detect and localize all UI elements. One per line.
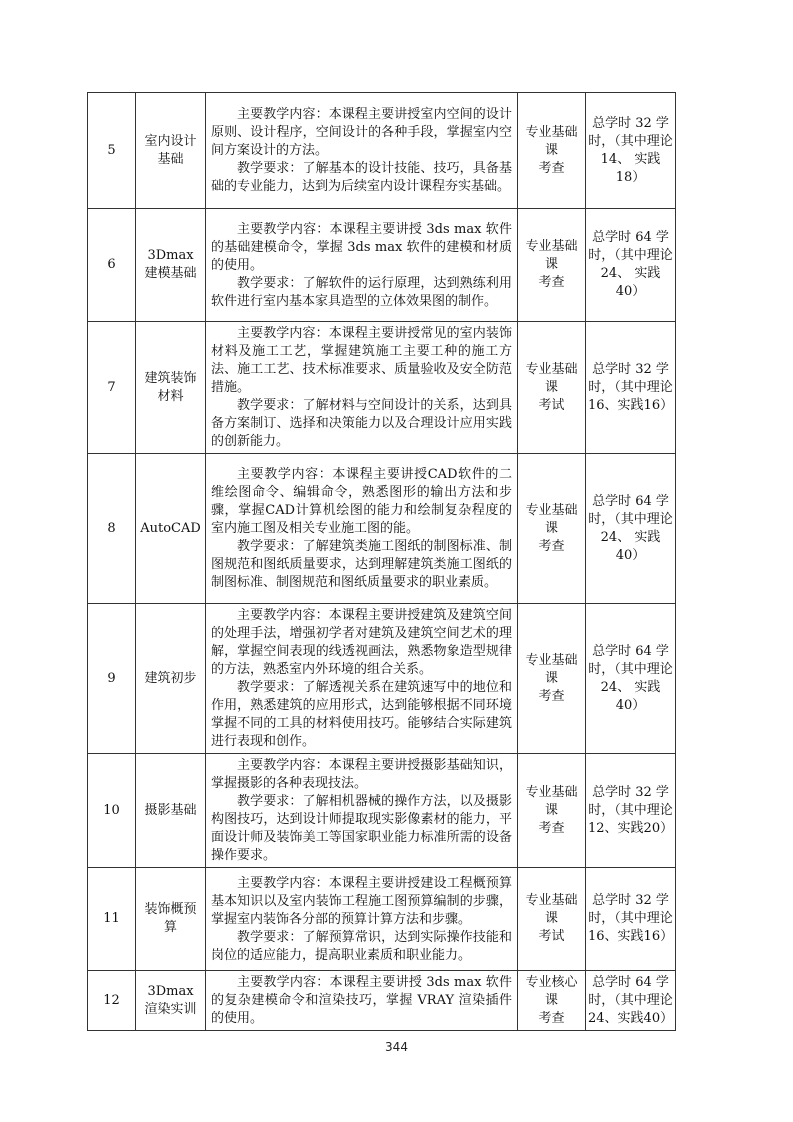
assessment-type: 考查	[538, 160, 565, 176]
course-content	[206, 868, 518, 971]
course-type	[518, 971, 586, 1031]
course-name: 建筑装饰材料	[136, 322, 206, 454]
content-main: 主要教学内容：本课程主要讲授室内空间的设计原则、设计程序，空间设计的各种手段，掌握室内空间方案设计的方法。	[211, 107, 512, 158]
table-row	[88, 93, 676, 209]
course-type-line2: 课	[544, 520, 558, 536]
course-type-line1: 专业核心	[525, 974, 578, 990]
course-type-line1: 专业基础	[525, 124, 578, 140]
course-name: 3Dmax 渲染实训	[136, 971, 206, 1031]
content-main: 主要教学内容：本课程主要讲授摄影基础知识，掌握摄影的各种表现技法。	[211, 758, 512, 791]
content-requirement: 教学要求：了解基本的设计技能、技巧，具备基础的专业能力，达到为后续室内设计课程夯实基础。	[211, 161, 512, 194]
table-row	[88, 754, 676, 868]
course-content	[206, 209, 518, 322]
row-number: 10	[88, 754, 136, 868]
course-type	[518, 93, 586, 209]
content-requirement: 教学要求：了解软件的运行原理，达到熟练利用软件进行室内基本家具造型的立体效果图的制作。	[211, 275, 512, 309]
course-type	[518, 868, 586, 971]
course-type-line2: 课	[544, 802, 558, 818]
course-content	[206, 93, 518, 209]
course-type	[518, 322, 586, 454]
row-number: 9	[88, 604, 136, 754]
table-row	[88, 454, 676, 604]
course-hours: 总学时 64 学时，（其中理论24、 实践 40）	[586, 454, 676, 604]
course-type-line1: 专业基础	[525, 784, 578, 800]
content-main: 主要教学内容：本课程主要讲授 3ds max 软件的复杂建模命令和渲染技巧，掌握 VRAY 渲染插件的使用。	[211, 975, 512, 1026]
row-number: 8	[88, 454, 136, 604]
course-hours: 总学时 32 学时，（其中理论12、实践20）	[586, 754, 676, 868]
course-type-line2: 课	[544, 379, 558, 395]
page-number: 344	[385, 1040, 408, 1054]
course-type-line2: 课	[544, 670, 558, 686]
content-requirement: 教学要求：了解材料与空间设计的关系，达到具备方案制订、选择和决策能力以及合理设计应用实践的创新能力。	[211, 398, 512, 449]
row-number: 6	[88, 209, 136, 322]
course-type	[518, 754, 586, 868]
row-number: 7	[88, 322, 136, 454]
course-hours: 总学时 32 学时，（其中理论14、 实践 18）	[586, 93, 676, 209]
content-requirement: 教学要求：了解预算常识，达到实际操作技能和岗位的适应能力，提高职业素质和职业能力。	[211, 929, 512, 963]
course-hours: 总学时 64 学时，（其中理论24、 实践 40）	[586, 209, 676, 322]
content-main: 主要教学内容：本课程主要讲授 3ds max 软件的基础建模命令，掌握 3ds max 软件的建模和材质的使用。	[211, 221, 512, 273]
content-main: 主要教学内容：本课程主要讲授CAD软件的二维绘图命令、编辑命令，熟悉图形的输出方法和步骤，掌握CAD计算机绘图的能力和绘制复杂程度的室内施工图及相关专业施工图的能。	[211, 467, 512, 536]
course-type	[518, 209, 586, 322]
table-row	[88, 322, 676, 454]
content-main: 主要教学内容：本课程主要讲授建设工程概预算基本知识以及室内装饰工程施工图预算编制的步骤，掌握室内装饰各分部的预算计算方法和步骤。	[211, 875, 512, 927]
content-requirement: 教学要求：了解建筑类施工图纸的制图标准、制图规范和图纸质量要求，达到理解建筑类施工图纸的制图标准、制图规范和图纸质量要求的职业素质。	[211, 539, 512, 590]
table-row	[88, 868, 676, 971]
course-type-line2: 课	[544, 992, 558, 1008]
assessment-type: 考查	[538, 820, 565, 836]
course-type-line1: 专业基础	[525, 652, 578, 668]
course-type	[518, 454, 586, 604]
row-number: 12	[88, 971, 136, 1031]
course-hours: 总学时 32 学时，（其中理论16、实践16）	[586, 322, 676, 454]
table-row	[88, 971, 676, 1031]
course-name: 建筑初步	[136, 604, 206, 754]
content-requirement: 教学要求：了解相机器械的操作方法，以及摄影构图技巧，达到设计师提取现实影像素材的能力，平面设计师及装饰美工等国家职业能力标准所需的设备操作要求。	[211, 794, 512, 863]
course-table	[87, 92, 676, 1031]
course-type-line1: 专业基础	[525, 893, 578, 908]
course-name: 室内设计基础	[136, 93, 206, 209]
course-type-line2: 课	[544, 142, 558, 158]
table-row	[88, 209, 676, 322]
row-number: 11	[88, 868, 136, 971]
course-name: 3Dmax 建模基础	[136, 209, 206, 322]
content-main: 主要教学内容：本课程主要讲授常见的室内装饰材料及施工工艺，掌握建筑施工主要工种的施工方法、施工工艺、技术标准要求、质量验收及安全防范措施。	[211, 326, 512, 395]
course-type-line2: 课	[544, 257, 558, 272]
course-name: 摄影基础	[136, 754, 206, 868]
assessment-type: 考查	[538, 538, 565, 554]
content-main: 主要教学内容：本课程主要讲授建筑及建筑空间的处理手法，增强初学者对建筑及建筑空间艺术的理解，掌握空间表现的线透视画法，熟悉物象造型规律的方法，熟悉室内外环境的组合关系。	[211, 608, 512, 677]
course-content	[206, 322, 518, 454]
course-name: AutoCAD	[136, 454, 206, 604]
course-type-line2: 课	[544, 911, 558, 926]
assessment-type: 考试	[538, 929, 565, 944]
course-type-line1: 专业基础	[525, 361, 578, 377]
course-hours: 总学时 32 学时，（其中理论16、实践16）	[586, 868, 676, 971]
course-type-line1: 专业基础	[525, 239, 578, 254]
course-content	[206, 604, 518, 754]
course-hours: 总学时 64 学时，（其中理论24、实践40）	[586, 971, 676, 1031]
assessment-type: 考查	[538, 275, 565, 290]
course-type-line1: 专业基础	[525, 502, 578, 518]
course-content	[206, 454, 518, 604]
course-content	[206, 971, 518, 1031]
course-content	[206, 754, 518, 868]
course-type	[518, 604, 586, 754]
row-number: 5	[88, 93, 136, 209]
course-hours: 总学时 64 学时，（其中理论24、 实践 40）	[586, 604, 676, 754]
assessment-type: 考查	[538, 688, 565, 704]
assessment-type: 考试	[538, 397, 565, 413]
content-requirement: 教学要求：了解透视关系在建筑速写中的地位和作用，熟悉建筑的应用形式，达到能够根据不同环境掌握不同的工具的材料使用技巧。能够结合实际建筑进行表现和创作。	[211, 680, 512, 749]
assessment-type: 考查	[538, 1010, 565, 1026]
table-row	[88, 604, 676, 754]
course-name: 装饰概预算	[136, 868, 206, 971]
